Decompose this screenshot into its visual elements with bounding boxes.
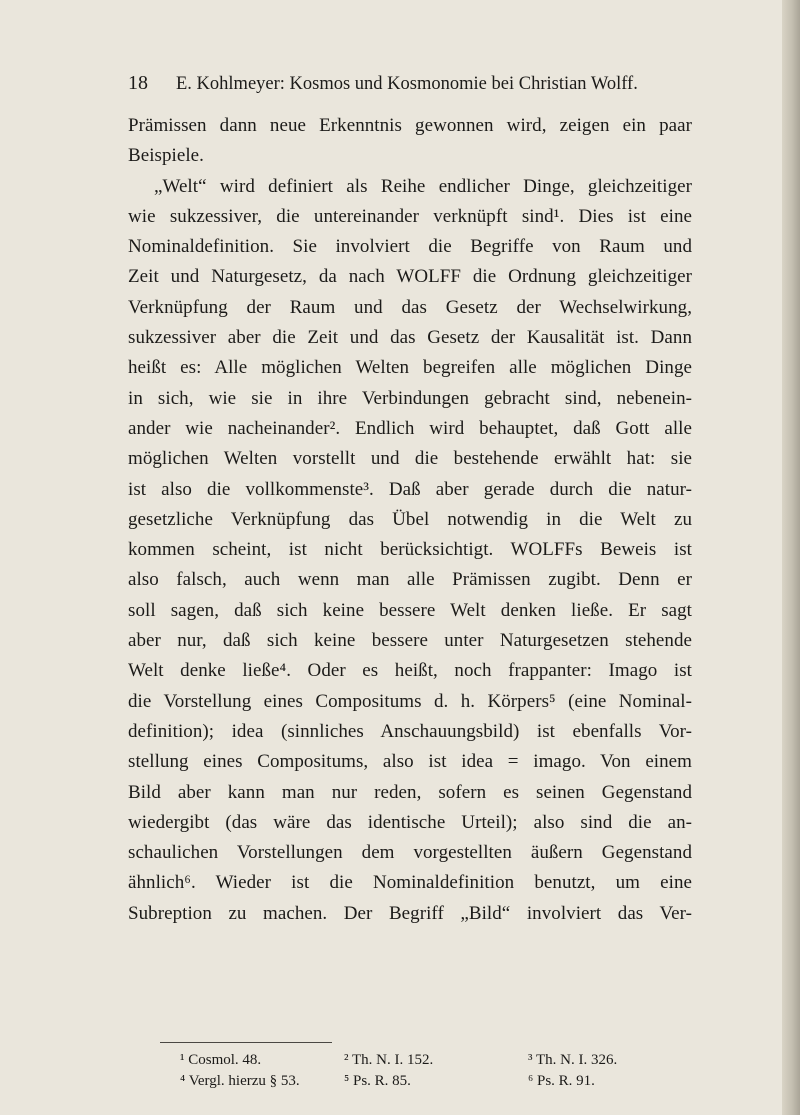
text-line: kommen scheint, ist nicht berücksichtigt. WOLFFs Beweis ist xyxy=(128,539,692,561)
text-line: gesetzliche Verknüpfung das Übel notwendig in die Welt zu xyxy=(128,508,692,530)
text-line: wie sukzessiver, die untereinander verknüpft sind¹. Dies ist eine xyxy=(128,205,692,227)
text-line: ander wie nacheinander². Endlich wird behauptet, daß Gott alle xyxy=(128,417,692,439)
page-edge-shadow xyxy=(782,0,800,1115)
text-line: soll sagen, daß sich keine bessere Welt denken ließe. Er sagt xyxy=(128,599,692,621)
running-title: E. Kohlmeyer: Kosmos und Kosmonomie bei Christian Wolff. xyxy=(176,74,638,94)
text-line: Nominaldefinition. Sie involviert die Begriffe von Raum und xyxy=(128,236,692,258)
text-line: die Vorstellung eines Compositums d. h. Körpers⁵ (eine Nominal- xyxy=(128,690,692,712)
text-line: Zeit und Naturgesetz, da nach WOLFF die Ordnung gleichzeitiger xyxy=(128,266,692,288)
footnote-row xyxy=(180,1071,670,1092)
text-line: in sich, wie sie in ihre Verbindungen gebracht sind, nebenein- xyxy=(128,387,692,409)
text-line: aber nur, daß sich keine bessere unter Naturgesetzen stehende xyxy=(128,630,692,652)
text-line: Welt denke ließe⁴. Oder es heißt, noch frappanter: Imago ist xyxy=(128,660,692,682)
footnote-5: ⁵ Ps. R. 85. xyxy=(344,1073,411,1089)
text-line: wiedergibt (das wäre das identische Urteil); also sind die an- xyxy=(128,811,692,833)
footnote-3: ³ Th. N. I. 326. xyxy=(528,1052,618,1068)
text-line: Subreption zu machen. Der Begriff „Bild“ involviert das Ver- xyxy=(128,902,692,924)
text-line: ähnlich⁶. Wieder ist die Nominaldefinition benutzt, um eine xyxy=(128,872,692,894)
text-line: Bild aber kann man nur reden, sofern es seinen Gegenstand xyxy=(128,781,692,803)
footnote-2: ² Th. N. I. 152. xyxy=(344,1052,434,1068)
footnotes xyxy=(180,1050,670,1092)
page-number: 18 xyxy=(128,72,148,94)
text-line: ist also die vollkommenste³. Daß aber gerade durch die natur- xyxy=(128,478,692,500)
text-line: Prämissen dann neue Erkenntnis gewonnen wird, zeigen ein paar xyxy=(128,115,692,136)
footnote-divider xyxy=(160,1042,332,1043)
text-line: Verknüpfung der Raum und das Gesetz der Wechselwirkung, xyxy=(128,296,692,318)
text-line: definition); idea (sinnliches Anschauungsbild) ist ebenfalls Vor- xyxy=(128,720,692,742)
text-line: möglichen Welten vorstellt und die bestehende erwählt hat: sie xyxy=(128,448,692,470)
footnote-4: ⁴ Vergl. hierzu § 53. xyxy=(180,1073,300,1089)
text-line: „Welt“ wird definiert als Reihe endlicher Dinge, gleichzeitiger xyxy=(154,175,692,197)
text-line: schaulichen Vorstellungen dem vorgestellten äußern Gegenstand xyxy=(128,842,692,864)
footnote-6: ⁶ Ps. R. 91. xyxy=(528,1073,595,1089)
body-text xyxy=(128,111,692,929)
text-line: sukzessiver aber die Zeit und das Gesetz der Kausalität ist. Dann xyxy=(128,327,692,349)
footnote-1: ¹ Cosmol. 48. xyxy=(180,1052,262,1068)
text-line: also falsch, auch wenn man alle Prämissen zugibt. Denn er xyxy=(128,569,692,591)
text-line: Beispiele. xyxy=(128,145,204,167)
footnote-row xyxy=(180,1050,670,1071)
running-header xyxy=(128,72,688,102)
text-line: stellung eines Compositums, also ist idea = imago. Von einem xyxy=(128,751,692,773)
text-line: heißt es: Alle möglichen Welten begreifen alle möglichen Dinge xyxy=(128,357,692,379)
